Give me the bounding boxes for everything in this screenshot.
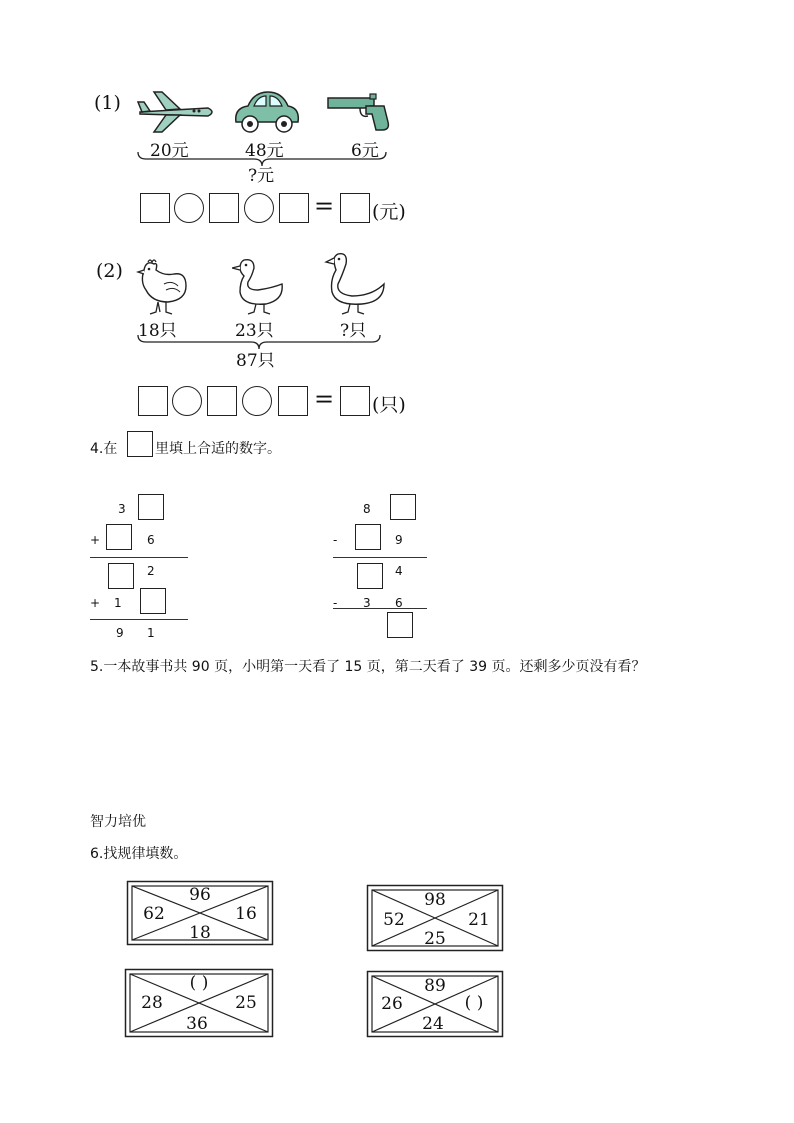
- operator-circle[interactable]: [174, 193, 204, 223]
- digit: 6: [147, 533, 155, 547]
- pattern-box: [124, 968, 274, 1038]
- digit: 3: [118, 502, 126, 516]
- digit-box[interactable]: [106, 524, 132, 550]
- divider-line: [90, 557, 188, 558]
- example-box: [127, 431, 153, 457]
- pattern-left: 52: [383, 910, 405, 930]
- digit-box[interactable]: [140, 588, 166, 614]
- pattern-top: 89: [424, 976, 446, 996]
- pattern-top: 98: [424, 890, 446, 910]
- pattern-top: 96: [189, 885, 211, 905]
- digit-box[interactable]: [138, 494, 164, 520]
- problem-1-label: (1): [94, 92, 121, 114]
- answer-box[interactable]: [140, 193, 170, 223]
- operator-circle[interactable]: [242, 386, 272, 416]
- operator-circle[interactable]: [244, 193, 274, 223]
- digit: 9: [395, 533, 403, 547]
- toy-gun-icon: [326, 92, 392, 132]
- pattern-bottom: 36: [186, 1014, 208, 1034]
- item-price: 20元: [150, 141, 189, 161]
- q6-title: 6.找规律填数。: [90, 846, 188, 862]
- pattern-bottom: 25: [424, 929, 446, 949]
- pattern-top-blank: ( ): [189, 973, 209, 993]
- divider-line: [333, 557, 427, 558]
- digit: 8: [363, 502, 371, 516]
- total-label: 87只: [236, 351, 275, 371]
- digit-box[interactable]: [390, 494, 416, 520]
- pattern-right-blank: ( ): [464, 993, 484, 1013]
- digit-box[interactable]: [387, 612, 413, 638]
- pattern-bottom: 24: [422, 1014, 444, 1034]
- minus-sign: -: [333, 533, 338, 547]
- pattern-right: 16: [235, 904, 257, 924]
- pattern-right: 25: [235, 993, 257, 1013]
- divider-line: [90, 619, 188, 620]
- item-count: 23只: [235, 321, 274, 341]
- item-price: 48元: [245, 141, 284, 161]
- problem-2-label: (2): [96, 260, 123, 282]
- section-title: 智力培优: [90, 814, 146, 830]
- hen-icon: [134, 256, 190, 316]
- answer-box[interactable]: [279, 193, 309, 223]
- answer-box[interactable]: [207, 386, 237, 416]
- goose-icon: [324, 250, 388, 316]
- digit: 6: [395, 596, 403, 610]
- digit: 3: [363, 596, 371, 610]
- item-count: 18只: [138, 321, 177, 341]
- pattern-box: [366, 884, 504, 952]
- digit: 1: [114, 596, 122, 610]
- answer-box[interactable]: [340, 386, 370, 416]
- digit-box[interactable]: [355, 524, 381, 550]
- item-price: 6元: [351, 141, 379, 161]
- answer-box[interactable]: [138, 386, 168, 416]
- pattern-bottom: 18: [189, 923, 211, 943]
- duck-icon: [232, 256, 286, 316]
- airplane-icon: [136, 90, 216, 134]
- minus-sign: -: [333, 596, 338, 610]
- pattern-box: [366, 970, 504, 1038]
- digit-box[interactable]: [357, 563, 383, 589]
- pattern-right: 21: [468, 910, 490, 930]
- q4-title-start: 4.在: [90, 441, 118, 457]
- digit: 2: [147, 564, 155, 578]
- pattern-left: 28: [141, 993, 163, 1013]
- digit: 9: [116, 626, 124, 640]
- unit-label: (元): [372, 201, 406, 223]
- item-count: ?只: [340, 321, 367, 341]
- q4-title-end: 里填上合适的数字。: [155, 441, 281, 457]
- divider-line: [333, 608, 427, 609]
- answer-box[interactable]: [278, 386, 308, 416]
- equals-sign: =: [314, 192, 335, 220]
- pattern-left: 26: [381, 994, 403, 1014]
- plus-sign: +: [90, 533, 101, 547]
- total-label: ?元: [248, 166, 275, 186]
- car-icon: [232, 90, 302, 134]
- digit-box[interactable]: [108, 563, 134, 589]
- digit: 4: [395, 564, 403, 578]
- equals-sign: =: [314, 385, 335, 413]
- pattern-box: [126, 880, 274, 946]
- digit: 1: [147, 626, 155, 640]
- answer-box[interactable]: [340, 193, 370, 223]
- answer-box[interactable]: [209, 193, 239, 223]
- q5-text: 5.一本故事书共 90 页，小明第一天看了 15 页，第二天看了 39 页。还剩多少页没有看？: [90, 659, 646, 675]
- plus-sign: +: [90, 596, 101, 610]
- operator-circle[interactable]: [172, 386, 202, 416]
- pattern-left: 62: [143, 904, 165, 924]
- unit-label: (只): [372, 394, 406, 416]
